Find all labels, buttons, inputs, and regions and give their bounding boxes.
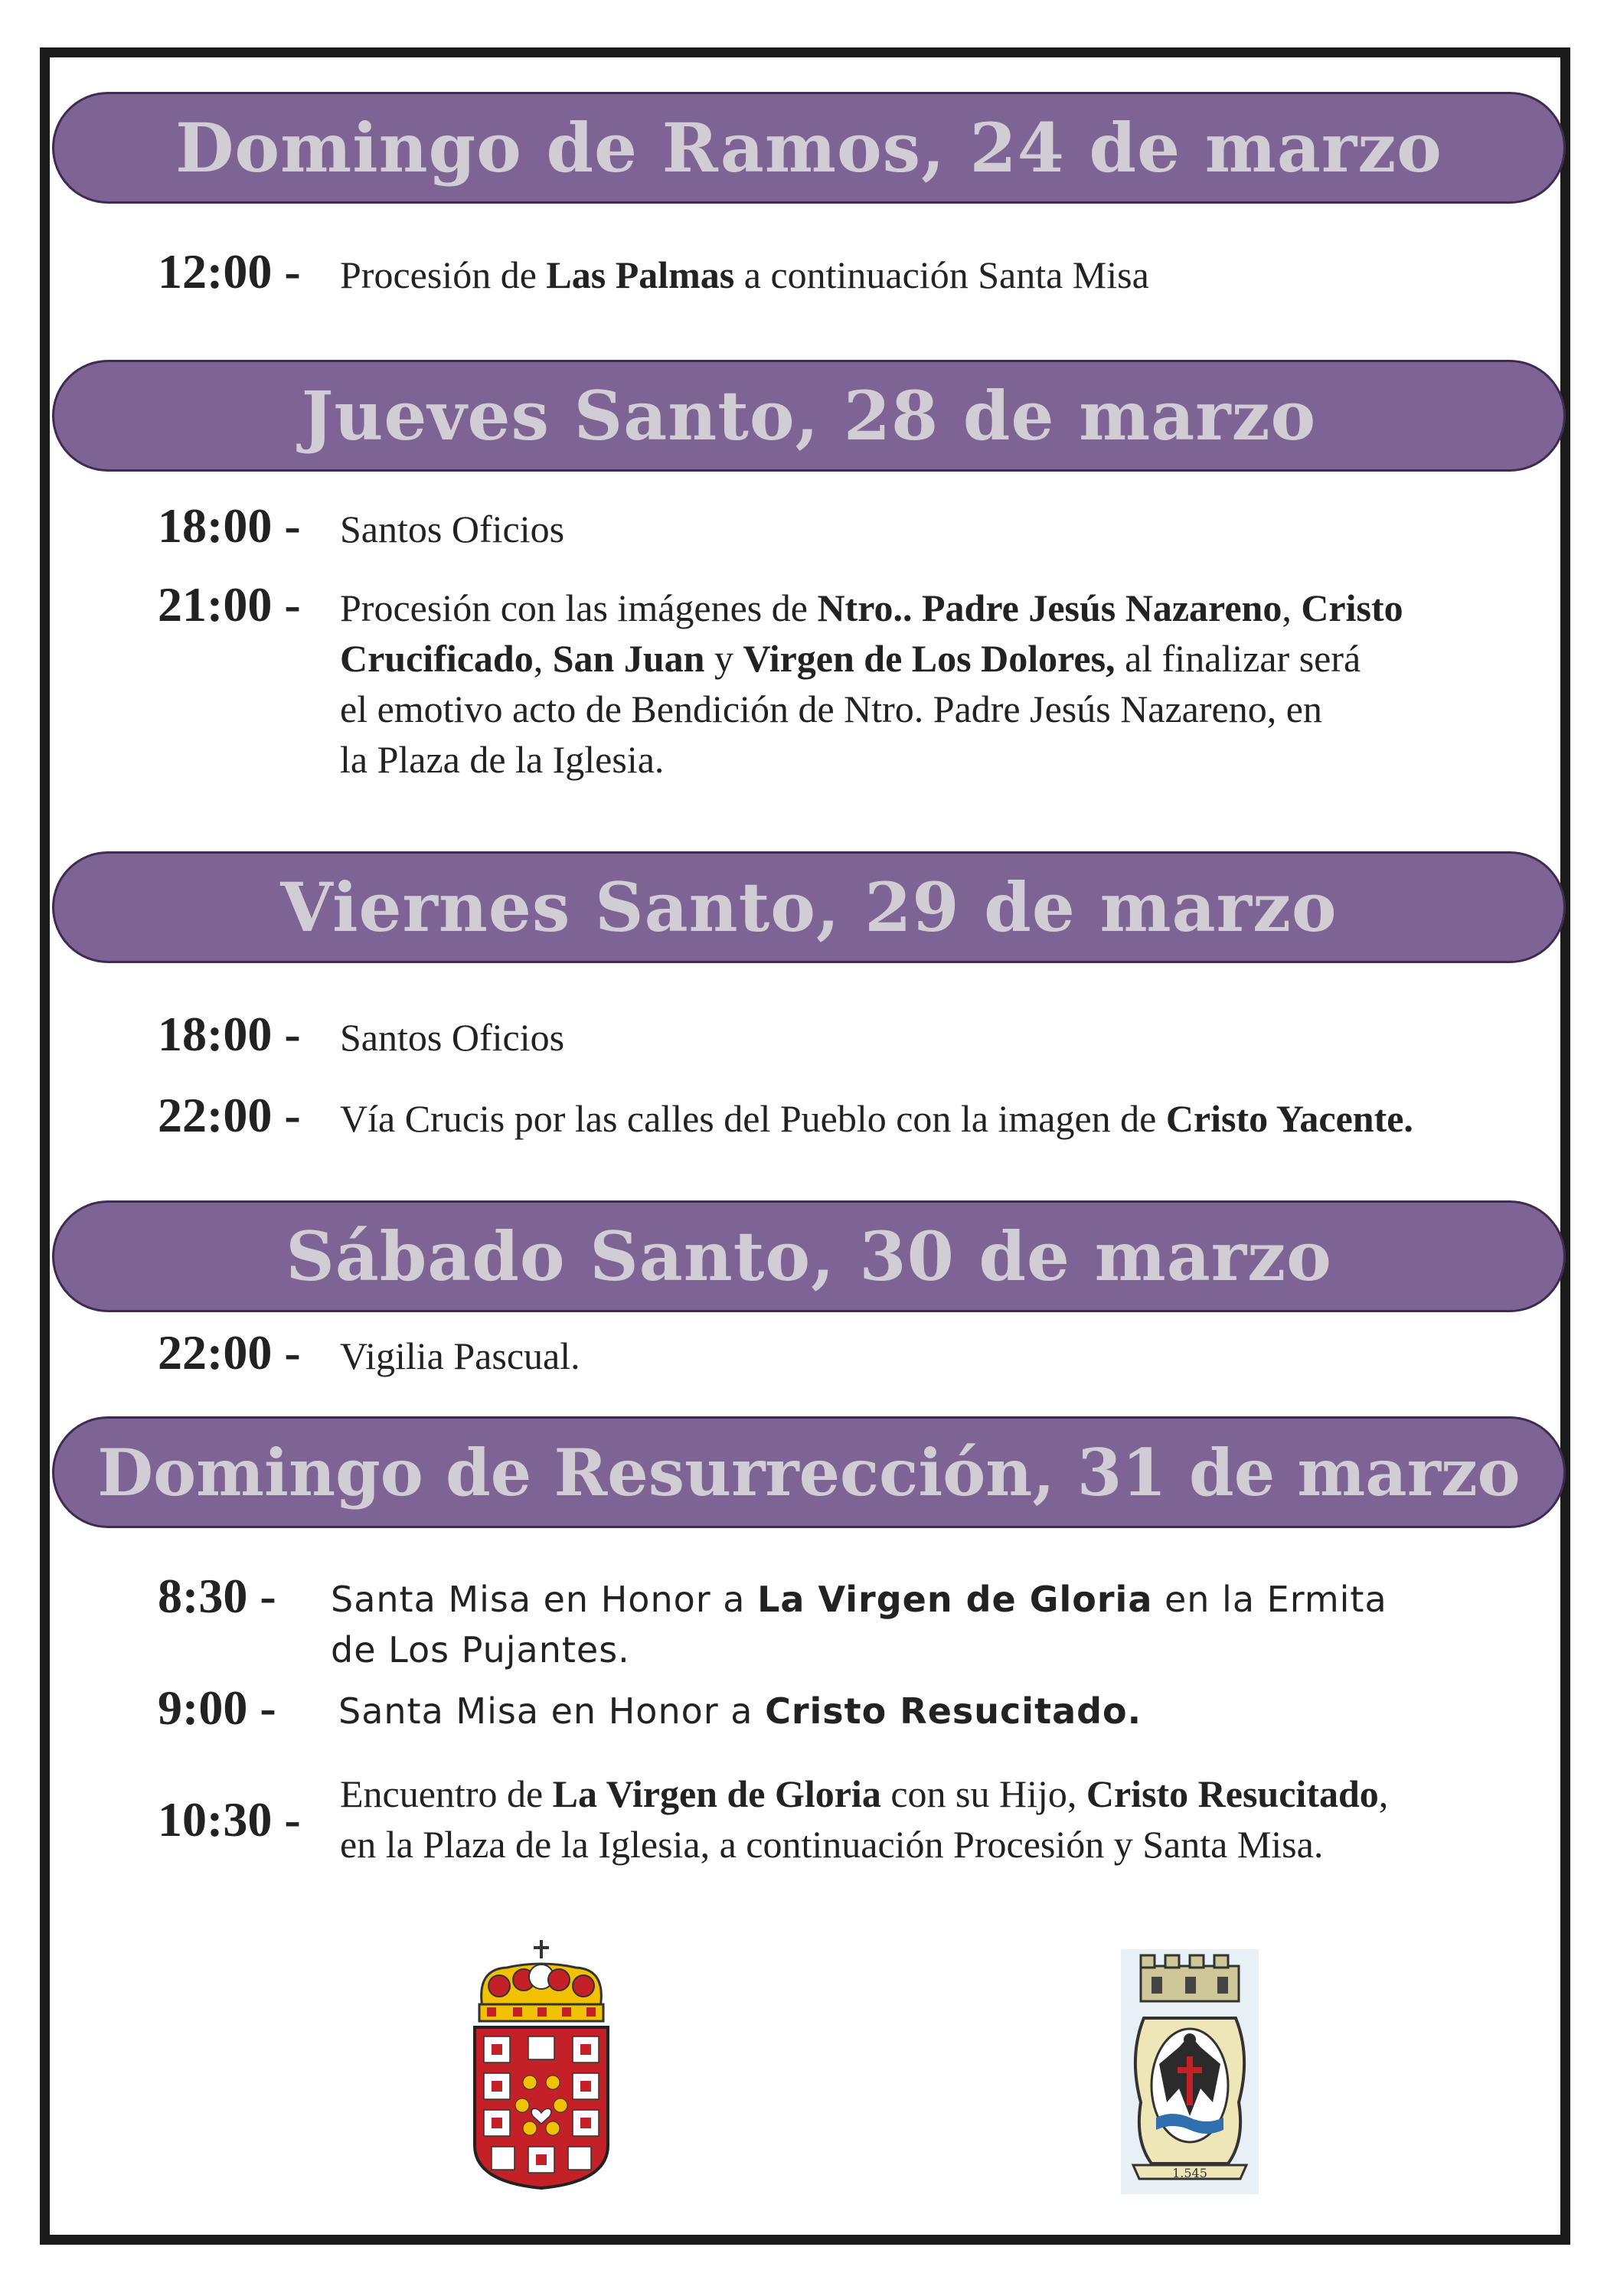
town-crest-icon [1121, 1949, 1259, 2194]
event-description: Santos Oficios [340, 508, 565, 550]
day-title: Sábado Santo, 30 de marzo [286, 1217, 1332, 1296]
event-description: Santos Oficios [340, 1016, 565, 1059]
event-description: Procesión con las imágenes de Ntro.. Padre Jesús Nazareno, Cristo Crucificado, San Juan y Virgen de Los Dolores, al finalizar será el emotivo acto de Bendición de Ntro. Padre Jesús Nazareno, en la Plaza de la Iglesia. [340, 586, 1403, 781]
day-header-domingo-resurreccion [52, 1416, 1566, 1528]
event-description: Encuentro de La Virgen de Gloria con su Hijo, Cristo Resucitado, en la Plaza de la Iglesia, a continuación Procesión y Santa Misa. [340, 1772, 1389, 1866]
day-header-viernes-santo [52, 851, 1566, 963]
event-description: Procesión de Las Palmas a continuación Santa Misa [340, 253, 1149, 296]
event-description: Santa Misa en Honor a La Virgen de Gloria en la Ermita de Los Pujantes. [331, 1579, 1387, 1671]
event-time: 18:00 - [158, 498, 301, 553]
event-time: 18:00 - [158, 1007, 301, 1061]
event-time: 10:30 - [158, 1792, 301, 1847]
day-title: Viernes Santo, 29 de marzo [280, 867, 1338, 947]
event-description: Vigilia Pascual. [340, 1334, 580, 1377]
event-time: 12:00 - [158, 244, 301, 299]
event-time: 8:30 - [158, 1569, 276, 1623]
day-header-jueves-santo [52, 360, 1566, 472]
day-header-domingo-ramos [52, 92, 1566, 204]
day-title: Jueves Santo, 28 de marzo [301, 376, 1317, 456]
day-title: Domingo de Ramos, 24 de marzo [175, 108, 1442, 188]
event-time: 22:00 - [158, 1088, 301, 1142]
event-description: Santa Misa en Honor a Cristo Resucitado. [338, 1690, 1142, 1732]
crest-year: 1.545 [1172, 2166, 1207, 2180]
day-title: Domingo de Resurrección, 31 de marzo [97, 1434, 1521, 1511]
event-description: Vía Crucis por las calles del Pueblo con la imagen de Cristo Yacente. [340, 1097, 1413, 1140]
murcia-coat-of-arms-icon [469, 1938, 614, 2191]
event-time: 21:00 - [158, 577, 301, 632]
event-time: 22:00 - [158, 1325, 301, 1380]
event-time: 9:00 - [158, 1680, 276, 1735]
day-header-sabado-santo [52, 1200, 1566, 1312]
